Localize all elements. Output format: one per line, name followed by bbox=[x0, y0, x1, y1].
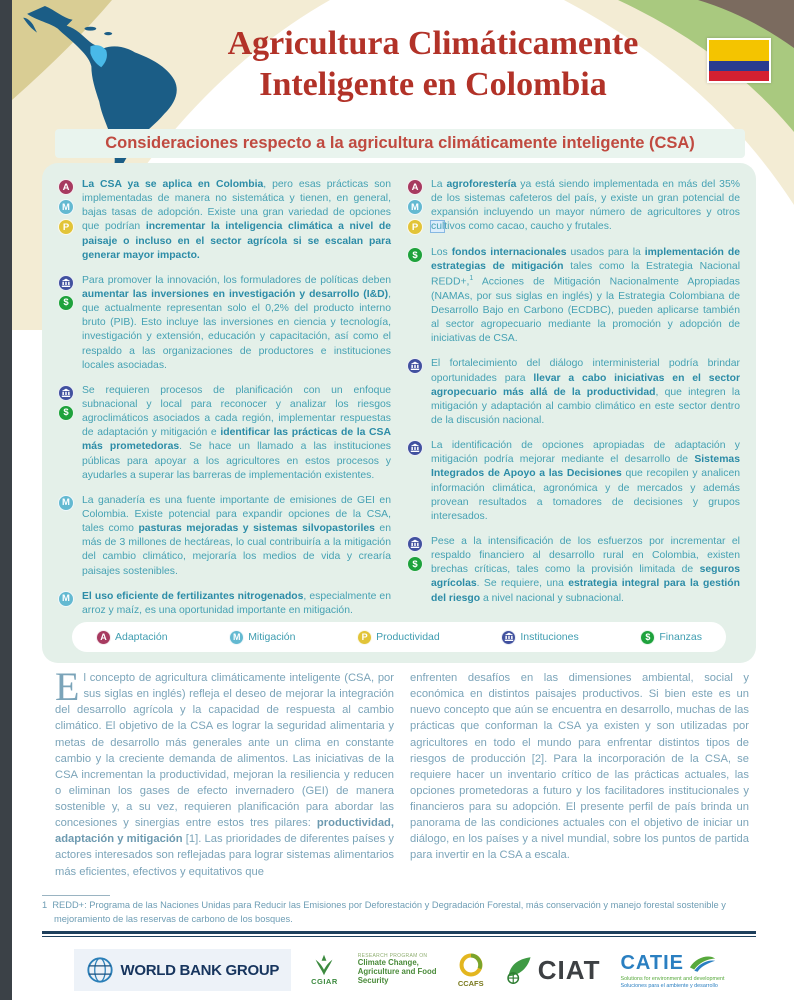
footnote bbox=[42, 899, 766, 927]
mitigation-icon: M bbox=[58, 495, 74, 511]
consideration-item bbox=[58, 274, 391, 373]
finance-icon: $ bbox=[58, 295, 74, 311]
category-icons bbox=[407, 178, 425, 235]
scan-edge-bar bbox=[0, 0, 12, 1000]
consideration-text: El uso eficiente de fertilizantes nitrogenados, especialmente en arroz y maíz, es una oportunidad importante en mitigación. bbox=[82, 590, 391, 616]
consideration-text: Los fondos internacionales usados para la implementación de estrategias de mitigación tales como la Estrategia Nacional REDD+,$^1$ Acciones de Mitigación Nacionalmente Apropiadas (NAMAs, por sus siglas en inglés) y la Estrategia Colombiana de Desarrollo Bajo en Carbono (ECDBC), pueden aplicarse también al sector agropecuario mediante la promoción y adopción de iniciativas de CSA. bbox=[431, 247, 741, 345]
productivity-icon: P bbox=[357, 630, 372, 645]
mitigation-icon: M bbox=[407, 199, 423, 215]
finance-icon: $ bbox=[640, 630, 655, 645]
consideration-text: La ganadería es una fuente importante de emisiones de GEI en Colombia. Existe potencial para expandir opciones de la CSA, tales como pasturas mejoradas y sistemas silvopastoriles en más de 3 millones de hectáreas, lo cual contribuiría a la mitigación del cambio climático, mejoraría los medios de vida y crearía paisajes sostenibles. bbox=[82, 494, 391, 577]
category-icons bbox=[58, 274, 76, 373]
legend-label: Finanzas bbox=[659, 631, 702, 643]
cgiar-emblem-icon bbox=[312, 954, 336, 976]
finance-icon: $ bbox=[407, 556, 423, 572]
considerations-column-right bbox=[407, 178, 740, 629]
world-bank-globe-icon bbox=[86, 956, 114, 984]
legend-label: Productividad bbox=[376, 631, 440, 643]
institutions-icon bbox=[58, 385, 74, 401]
catie-swoosh-icon bbox=[687, 952, 717, 974]
consideration-item bbox=[58, 178, 391, 263]
category-icons bbox=[407, 439, 425, 524]
consideration-item bbox=[407, 246, 740, 346]
legend-item-p bbox=[357, 630, 440, 645]
institutions-icon bbox=[58, 275, 74, 291]
body-paragraph-left: El concepto de agricultura climáticamente inteligente (CSA, por sus siglas en inglés) refleja el deseo de mejorar la integración del desarrollo agrícola y la capacidad de respuesta al cambio climático. El objetivo de la CSA es lograr la seguridad alimentaria y metas de desarrollo más generales ante un clima en constante cambio y la creciente demanda de alimentos. Las iniciativas de la CSA incrementan la productividad, mejoran la resiliencia y reducen o eliminan los gases de efecto invernadero (GEI) de manera sostenible y, a su vez, requieren planificación para abordar las concesiones y sinergias entre estos tres pilares: productividad, adaptación y mitigación [1]. Las prioridades de diferentes países y actores interesados son reflejadas para lograr sistemas alimentarios más eficientes, efectivos y equitativos que bbox=[55, 664, 394, 878]
footnote-separator bbox=[42, 895, 110, 896]
productivity-icon: P bbox=[58, 219, 74, 235]
consideration-text: Para promover la innovación, los formuladores de políticas deben aumentar las inversiones en investigación y desarrollo (I&D), que actualmente representan solo el 0,2% del producto interno bruto (PIB). Esto incluye las inversiones en ciencia y tecnología, investigación y extensión, educación y capacitación, así como el respaldo a las organizaciones de productores e instituciones locales asociadas. bbox=[82, 274, 391, 371]
category-icons bbox=[58, 178, 76, 263]
consideration-text: La CSA ya se aplica en Colombia, pero esas prácticas son implementadas de manera no sistemática y tienen, en general, bajas tasas de adopción. Existe una gran variedad de opciones que podrían incrementar la inteligencia climática a nivel de paisaje o incluso en el sector agrícola si se escalan para generar mayor impacto. bbox=[82, 179, 391, 261]
productivity-icon: P bbox=[407, 219, 423, 235]
legend-bar bbox=[72, 622, 726, 652]
institutions-icon bbox=[407, 440, 423, 456]
consideration-item bbox=[407, 535, 740, 606]
category-icons bbox=[407, 357, 425, 428]
section-heading: Consideraciones respecto a la agricultura climáticamente inteligente (CSA) bbox=[55, 129, 745, 158]
ccafs-program-name: Climate Change, Agriculture and Food Security bbox=[357, 958, 437, 986]
consideration-text: La identificación de opciones apropiadas de adaptación y mitigación podría mejorar mediante el desarrollo de Sistemas Integrados de Apoyo a las Decisiones que recopilen y analicen información climática, agronómica y de mercados y además provean resultados a tomadores de decisiones y grupos interesados. bbox=[431, 440, 740, 522]
partner-logos bbox=[42, 942, 756, 998]
catie-logo bbox=[620, 952, 724, 989]
consideration-item bbox=[407, 357, 740, 428]
legend-item-f bbox=[640, 630, 702, 645]
legend-item-m bbox=[229, 630, 295, 645]
consideration-text: Pese a la intensificación de los esfuerzos por incrementar el respaldo financiero al desarrollo rural en Colombia, existen brechas críticas, tales como la provisión limitada de seguros agrícolas. Se requiere, una estrategia integral para la gestión del riesgo a nivel nacional y subnacional. bbox=[431, 536, 740, 604]
catie-label: CATIE bbox=[620, 951, 684, 974]
category-icons bbox=[407, 535, 425, 606]
mitigation-icon: M bbox=[58, 199, 74, 215]
category-icons bbox=[58, 384, 76, 483]
consideration-item bbox=[407, 178, 740, 235]
footnote-marker: 1 bbox=[42, 900, 48, 910]
ccafs-program-kicker: RESEARCH PROGRAM ON bbox=[357, 952, 428, 959]
legend-label: Mitigación bbox=[248, 631, 296, 643]
catie-tagline-en: Solutions for environment and development bbox=[620, 975, 725, 982]
flag-stripe-yellow bbox=[709, 40, 769, 61]
legend-item-a bbox=[96, 630, 168, 645]
footer-separator bbox=[42, 931, 756, 937]
ccafs-label: CCAFS bbox=[457, 979, 484, 988]
title-line-1: Agricultura Climáticamente bbox=[227, 25, 639, 62]
adaptation-icon: A bbox=[407, 179, 423, 195]
body-column-right bbox=[410, 670, 749, 880]
considerations-box bbox=[42, 163, 756, 663]
institutions-icon bbox=[501, 630, 516, 645]
category-icons bbox=[407, 246, 425, 346]
consideration-text: La agroforestería ya está siendo implementada en más del 35% de los sistemas cafeteros del país, y existe un gran potencial de expansión incluyendo un mayor número de agricultores y otros cultivos como cacao, caucho y frutales. bbox=[431, 179, 740, 233]
caribbean-island bbox=[104, 32, 112, 35]
institutions-icon bbox=[407, 358, 423, 374]
world-bank-label: WORLD BANK GROUP bbox=[120, 961, 280, 979]
category-icons bbox=[58, 590, 76, 618]
consideration-item bbox=[407, 439, 740, 524]
mitigation-icon: M bbox=[58, 591, 74, 607]
page-title bbox=[188, 24, 678, 106]
cgiar-label: CGIAR bbox=[311, 977, 338, 986]
ciat-logo bbox=[504, 955, 601, 986]
footnote-text: REDD+: Programa de las Naciones Unidas para Reducir las Emisiones por Deforestación y Degradación Forestal, más conservación y manejo forestal sostenible y mejoramiento de las reservas de carbono de los bosques. bbox=[52, 900, 726, 924]
catie-tagline-es: Soluciones para el ambiente y desarrollo bbox=[620, 982, 718, 989]
body-paragraph-right: enfrenten desafíos en las dimensiones ambiental, social y económica en distintos paisajes productivos. Si bien este es un nuevo concepto que aún se encuentra en desarrollo, muchas de las prácticas que conforman la CSA ya existen y son utilizadas por agricultores en todo el mundo para enfrentar distintos tipos de riesgos de producción [2]. Para la incorporación de la CSA, se requiere hacer un inventario crítico de las prácticas actuales, las opciones prometedoras a futuro y los facilitadores institucionales y financieros para su adopción. El presente perfil de país brinda un panorama de las condiciones actuales con el objetivo de iniciar un diálogo, en los países y a nivel mundial, sobre los puntos de partida para invertir en la CSA a escala. bbox=[410, 672, 749, 862]
flag-stripe-blue bbox=[709, 61, 769, 71]
legend-item-i bbox=[501, 630, 578, 645]
finance-icon: $ bbox=[58, 405, 74, 421]
body-column-left bbox=[55, 664, 394, 880]
ccafs-logo bbox=[458, 952, 484, 988]
finance-icon: $ bbox=[407, 247, 423, 263]
baja-california bbox=[23, 18, 37, 33]
legend-label: Instituciones bbox=[520, 631, 579, 643]
considerations-column-left bbox=[58, 178, 391, 629]
cgiar-logo bbox=[311, 954, 338, 986]
dropcap: E bbox=[55, 664, 80, 709]
ccafs-ring-icon bbox=[458, 952, 484, 978]
caribbean-island bbox=[84, 27, 96, 31]
ciat-label: CIAT bbox=[537, 954, 601, 985]
adaptation-icon: A bbox=[96, 630, 111, 645]
consideration-item bbox=[58, 494, 391, 579]
adaptation-icon: A bbox=[58, 179, 74, 195]
consideration-text: Se requieren procesos de planificación con un enfoque subnacional y local para reconocer y analizar los riesgos agroclimáticos asociados a cada región, implementar respuestas de adaptación y mitigación e identificar las prácticas de la CSA más prometedoras. Se hace un llamado a las instituciones públicas para apoyar a los agricultores en estos procesos y ayudarles a superar las barreras de implementación existentes. bbox=[82, 384, 391, 481]
category-icons bbox=[58, 494, 76, 579]
body-text bbox=[55, 664, 749, 880]
legend-label: Adaptación bbox=[115, 631, 168, 643]
institutions-icon bbox=[407, 536, 423, 552]
flag-stripe-red bbox=[709, 71, 769, 81]
ciat-leaf-globe-icon bbox=[504, 955, 534, 985]
consideration-text: El fortalecimiento del diálogo interministerial podría brindar oportunidades para llevar a cabo iniciativas en el sector agropecuario más allá de la productividad, que integren la mitigación y adaptación al cambio climático en este sector dentro de la discusión nacional. bbox=[431, 358, 740, 427]
world-bank-logo bbox=[74, 949, 292, 991]
title-line-2: Inteligente en Colombia bbox=[259, 65, 607, 103]
consideration-item bbox=[58, 384, 391, 483]
colombia-flag bbox=[707, 38, 771, 83]
ccafs-program-text bbox=[358, 954, 438, 987]
mitigation-icon: M bbox=[229, 630, 244, 645]
consideration-item bbox=[58, 590, 391, 618]
